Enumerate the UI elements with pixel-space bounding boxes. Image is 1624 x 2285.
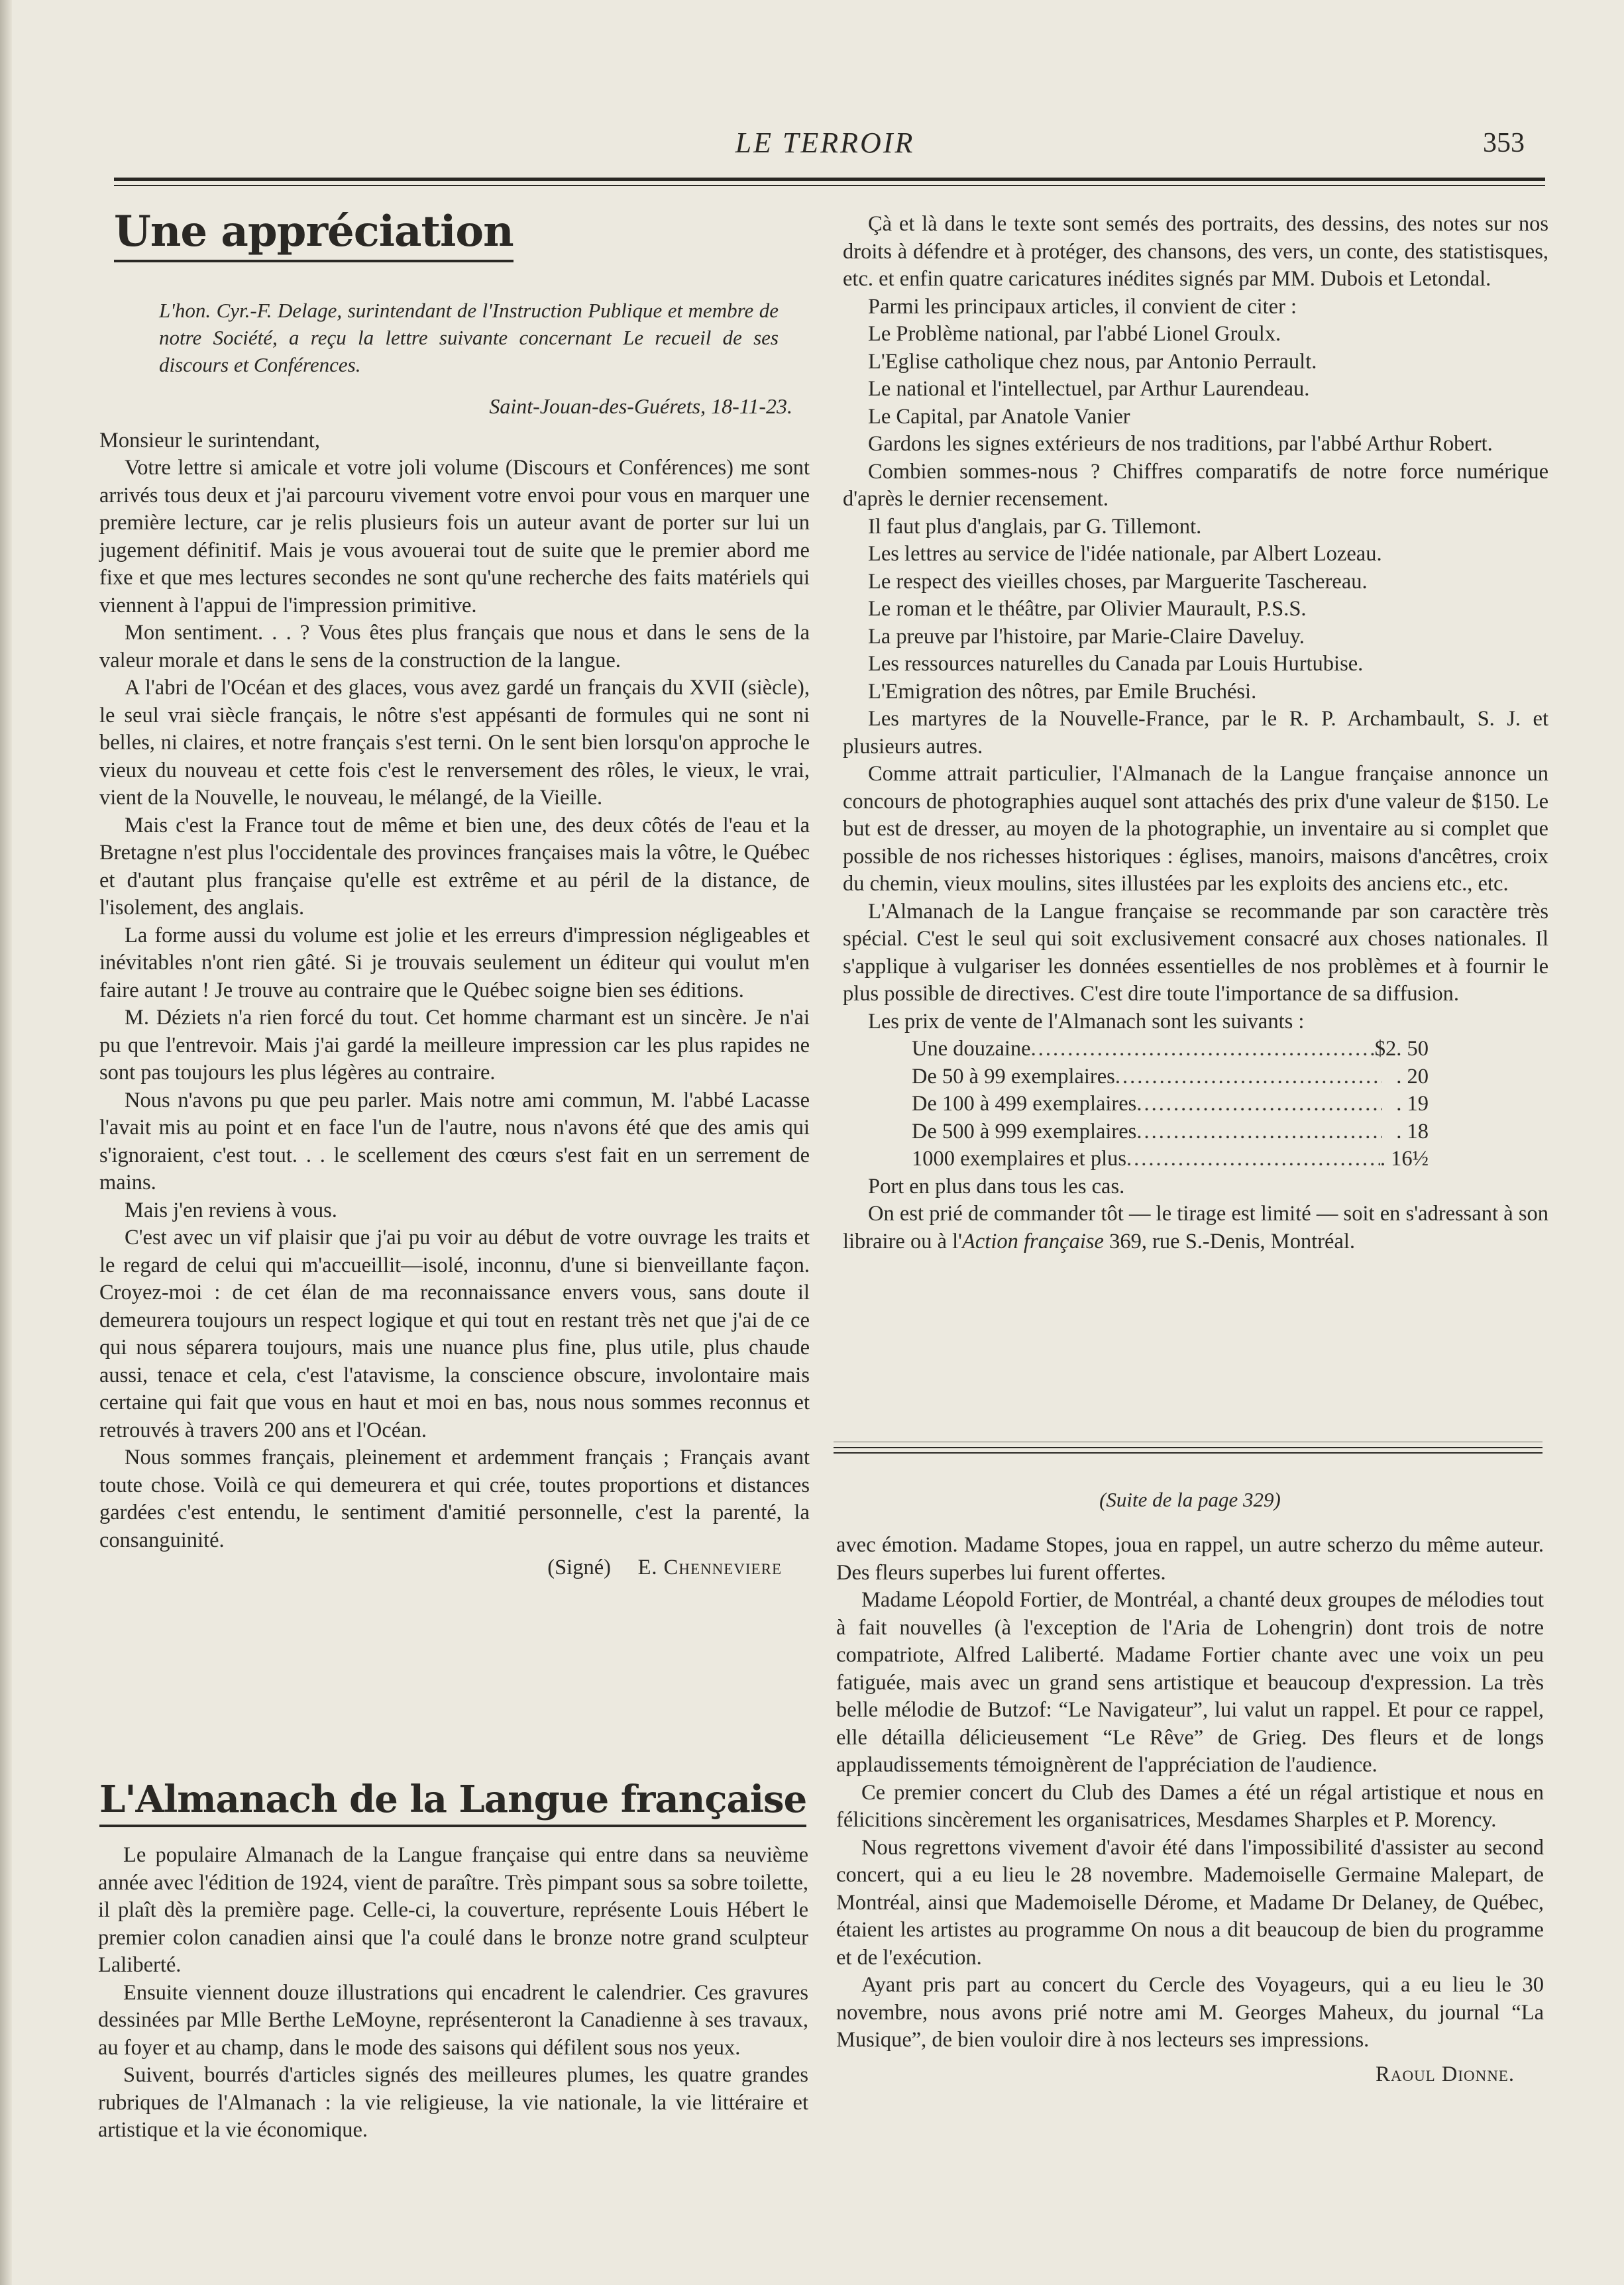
almanach-left-text <box>98 1842 808 2145</box>
price-row <box>912 1036 1429 1063</box>
concert-paragraph: Ayant pris part au concert du Cercle des Voyageurs, qui a eu lieu le 30 novembre, nous avons prié notre ami M. Georges Maheux, du journal “La Musique”, de bien vouloir dire à nos lecteurs ses impressions. <box>836 1973 1544 2052</box>
letter-paragraph: Mais j'en reviens à vous. <box>125 1198 337 1222</box>
article-list-item: L'Eglise catholique chez nous, par Antonio Perrault. <box>868 349 1317 374</box>
article-intro: L'hon. Cyr.-F. Delage, surintendant de l'Instruction Publique et membre de notre Société, a reçu la lettre suivante concernant Le recueil de ses discours et Conférences. <box>159 299 779 376</box>
price-quantity: De 50 à 99 exemplaires <box>912 1064 1115 1089</box>
article-list-item: Le national et l'intellectuel, par Arthur Laurendeau. <box>868 377 1310 401</box>
letter-paragraph: Nous sommes français, pleinement et ardemment français ; Français avant toute chose. Voilà ce qui demeurera et qui crée, toutes proportions et distances gardées c'est entendu, le sentiment d'amitié personnelle, c'est la parenté, la consanguinité. <box>99 1446 810 1552</box>
price-leader-dots <box>1031 1036 1375 1063</box>
letter-paragraph: A l'abri de l'Océan et des glaces, vous avez gardé un français du XVII (siècle), le seul vrai siècle français, le nôtre s'est appésanti de formules qui ne sont ni belles, ni claires, et notre français s'est terni. On le sent bien lorsqu'on approche le vieux du nouveau et cette fois c'est le renversement des rôles, le vieux, le vrai, vient de la Nouvelle, le nouveau, le mélangé, de la Vieille. <box>99 676 810 810</box>
article-list-item: Le respect des vieilles choses, par Marguerite Taschereau. <box>868 569 1368 594</box>
letter-paragraph: La forme aussi du volume est jolie et les erreurs d'impression négligeables et inévitables n'ont rien gâté. Si je trouvais seulement un éditeur qui voulut m'en faire autant ! Je trouve au contraire que le Québec soigne bien ses éditions. <box>99 923 810 1002</box>
order-paragraph <box>843 1200 1548 1255</box>
price-row <box>912 1063 1429 1091</box>
recommend-paragraph: L'Almanach de la Langue française se recommande par son caractère très spécial. C'est le seul qui soit exclusivement consacré aux choses nationales. Il s'applique à vulgariser les données essentielles de nos problèmes et à fournir le plus possible de directives. C'est dire toute l'importance de sa diffusion. <box>843 899 1548 1006</box>
article-list-item: Il faut plus d'anglais, par G. Tillemont. <box>868 514 1202 539</box>
letter-signature <box>99 1554 782 1582</box>
price-row <box>912 1118 1429 1146</box>
concert-paragraph: Nous regrettons vivement d'avoir été dans l'impossibilité d'assister au second concert, qui a eu lieu le 28 novembre. Mademoiselle Germaine Malepart, de Montréal, ainsi que Mademoiselle Dérome, et Madame Dr Delaney, de Québec, étaient les artistes au programme On nous a dit beaucoup de bien du programme et de l'exécution. <box>836 1835 1544 1970</box>
signed-label: (Signé) <box>547 1556 611 1579</box>
concert-paragraph: avec émotion. Madame Stopes, joua en rappel, un autre scherzo du même auteur. Des fleurs superbes lui furent offertes. <box>836 1533 1544 1585</box>
articles-list <box>843 321 1548 761</box>
almanach-paragraph: Ensuite viennent douze illustrations qui encadrent le calendrier. Ces gravures dessinées par Mlle Berthe LeMoyne, représenteront la Canadienne à ses travaux, au foyer et au champ, dans le mode des saisons qui défilent sous nos yeux. <box>98 1980 808 2060</box>
letter-dateline: Saint-Jouan-des-Guérets, 18-11-23. <box>489 394 792 418</box>
header-rule <box>114 178 1545 186</box>
letter-paragraph: Votre lettre si amicale et votre joli volume (Discours et Conférences) me sont arrivés tous deux et j'ai parcouru vivement votre envoi pour vous en marquer une première lecture, car je relis plusieurs fois un auteur avant de porter sur lui un jugement définitif. Mais je vous avouerai tout de suite que le premier abord me fixe et que mes lectures secondes ne sont qu'une recherche des faits matériels qui viennent à l'appui de l'impression primitive. <box>99 456 810 617</box>
price-leader-dots <box>1136 1090 1382 1118</box>
price-quantity: Une douzaine <box>912 1037 1031 1061</box>
concert-paragraph: Madame Léopold Fortier, de Montréal, a chanté deux groupes de mélodies tout à fait nouvelles (à l'exception de l'Aria de Lohengrin) dont trois de notre compatriote, Alfred Laliberté. Madame Fortier chante avec une voix un peu fatiguée, mais avec un grand sens artistique et beaucoup d'expression. La très belle mélodie de Butzof: “Le Navigateur”, lui valut un rappel. Et pour ce rappel, elle détailla délicieusement “Le Rêve” de Grieg. Des fleurs et de longs applaudissements témoignèrent de l'appréciation de l'audience. <box>836 1588 1544 1777</box>
letter-body <box>99 454 810 1554</box>
article-list-item: Les ressources naturelles du Canada par Louis Hurtubise. <box>868 652 1364 676</box>
almanach-paragraph: Suivent, bourrés d'articles signés des meilleures plumes, les quatre grandes rubriques de l'Almanach : la vie religieuse, la vie nationale, la vie littéraire et artistique et la vie économique. <box>98 2063 808 2142</box>
order-text-italic: Action française <box>962 1229 1104 1253</box>
price-leader-dots <box>1136 1118 1382 1146</box>
order-text-pre: On est prié de commander tôt — le tirage est limité — soit en s'adressant à son libraire ou à l' <box>843 1202 1548 1253</box>
order-text-post: 369, rue S.-Denis, Montréal. <box>1103 1229 1356 1253</box>
letter-paragraph: C'est avec un vif plaisir que j'ai pu voir au début de votre ouvrage les traits et le regard de celui qui m'accueillit—isolé, inconnu, d'une si bienveillante façon. Croyez-moi : de cet élan de ma reconnaissance envers vous, sans doute il demeurera toujours un respect logique et qui tout en restant très net que j'ai de ce qui nous séparera toujours, mais une nuance plus fine, plus utile, plus chaude aussi, tenace et cela, c'est l'atavisme, la conscience obscure, involontaire mais certaine qui fait que vous en haut et moi en bas, nous nous sommes reconnus et retrouvés à travers 200 ans et l'Océan. <box>99 1226 810 1442</box>
almanach-title-wrap <box>99 1776 806 1827</box>
article-list-item: Le Problème national, par l'abbé Lionel Groulx. <box>868 322 1281 346</box>
section-double-rule <box>834 1447 1543 1454</box>
price-leader-dots <box>1126 1145 1380 1173</box>
letter-paragraph: Mon sentiment. . . ? Vous êtes plus français que nous et dans le sens de la valeur morale et dans le sens de la construction de la langue. <box>99 621 810 672</box>
page-edge-shadow <box>0 0 12 2285</box>
almanach-intro-right: Çà et là dans le texte sont semés des portraits, des dessins, des notes sur nos droits à défendre et à protéger, des chansons, des vers, un conte, des statistisques, etc. et enfin quatre caricatures inédites signés par MM. Dubois et Letondal. <box>843 212 1548 291</box>
letter-paragraph: M. Déziets n'a rien forcé du tout. Cet homme charmant est un sincère. Je n'ai pu que l'entrevoir. Mais j'ai gardé la meilleure impression car les plus rapides ne sont pas toujours les plus légères au contraire. <box>99 1006 810 1085</box>
article-title-appreciation: Une appréciation <box>114 205 514 262</box>
price-value: . 19 <box>1396 1092 1429 1116</box>
article-list-item: L'Emigration des nôtres, par Emile Bruchési. <box>868 679 1257 704</box>
letter-paragraph: Nous n'avons pu que peu parler. Mais notre ami commun, M. l'abbé Lacasse l'avait mis au point et en face l'un de l'autre, nous n'avons été que des amis qui s'ignoraient, c'est tout. . . le scellement des cœurs s'est fait en un serrement de mains. <box>99 1088 810 1195</box>
article-list-item: Les lettres au service de l'idée nationale, par Albert Lozeau. <box>868 542 1382 566</box>
article-list-item: La preuve par l'histoire, par Marie-Claire Daveluy. <box>868 624 1305 649</box>
almanach-right-text <box>843 211 1548 1255</box>
article-title-almanach: L'Almanach de la Langue française <box>99 1776 806 1827</box>
price-row <box>912 1145 1429 1173</box>
review-author: Raoul Dionne. <box>1376 2062 1515 2086</box>
price-table <box>912 1036 1429 1173</box>
concert-body <box>836 1532 1544 2054</box>
signer-name: E. Chenneviere <box>637 1556 782 1579</box>
article-list-item: Gardons les signes extérieurs de nos traditions, par l'abbé Arthur Robert. <box>868 432 1493 456</box>
almanach-paragraph: Le populaire Almanach de la Langue française qui entre dans sa neuvième année avec l'édition de 1924, vient de paraître. Très pimpant sous sa sobre toilette, il plaît dès la première page. Celle-ci, la couverture, représente Louis Hébert le premier colon canadien ainsi que l'a coulé dans le bronze notre grand sculpteur Laliberté. <box>98 1843 808 1977</box>
continuation-note: (Suite de la page 329) <box>1099 1488 1281 1511</box>
contest-paragraph: Comme attrait particulier, l'Almanach de la Langue française annonce un concours de photographies auquel sont attachés des prix d'une valeur de $150. Le but est de dresser, au moyen de la photographie, un inventaire au si complet que possible de nos richesses historiques : églises, manoirs, maisons d'ancêtres, croix du chemin, vieux moulins, sites illustées par les exploits des anciens etc., etc. <box>843 762 1548 896</box>
price-row <box>912 1090 1429 1118</box>
letter-paragraph: Mais c'est la France tout de même et bien une, des deux côtés de l'eau et la Bretagne n'est plus l'occidentale des provinces françaises mais la vôtre, le Québec et d'autant plus française qu'elle est extrême et au péril de la distance, de l'isolement, des anglais. <box>99 813 810 920</box>
concert-review <box>836 1532 1544 2088</box>
article-list-item: Le roman et le théâtre, par Olivier Maurault, P.S.S. <box>868 597 1307 621</box>
price-value: . 20 <box>1396 1064 1429 1089</box>
running-title: LE TERROIR <box>735 127 915 159</box>
price-quantity: De 100 à 499 exemplaires <box>912 1092 1137 1116</box>
letter-salutation: Monsieur le surintendant, <box>99 428 321 452</box>
price-value: . 18 <box>1396 1119 1429 1143</box>
articles-intro: Parmi les principaux articles, il convient de citer : <box>868 294 1297 319</box>
price-leader-dots <box>1115 1063 1382 1091</box>
concert-paragraph: Ce premier concert du Club des Dames a été un régal artistique et nous en félicitions sincèrement les organisatrices, Mesdames Sharples et P. Morency. <box>836 1780 1544 1832</box>
article-appreciation <box>99 205 810 1582</box>
price-value: $2. 50 <box>1374 1037 1429 1061</box>
article-list-item: Le Capital, par Anatole Vanier <box>868 404 1130 429</box>
price-value: . 16½ <box>1380 1147 1429 1171</box>
price-quantity: De 500 à 999 exemplaires <box>912 1119 1137 1143</box>
page-number: 353 <box>1483 128 1525 158</box>
price-quantity: 1000 exemplaires et plus <box>912 1147 1127 1171</box>
article-list-item: Les martyres de la Nouvelle-France, par le R. P. Archambault, S. J. et plusieurs autres. <box>843 707 1548 759</box>
article-list-item: Combien sommes-nous ? Chiffres comparatifs de notre force numérique d'après le dernier recensement. <box>843 459 1548 511</box>
prices-intro: Les prix de vente de l'Almanach sont les suivants : <box>868 1009 1305 1034</box>
shipping-note: Port en plus dans tous les cas. <box>868 1174 1125 1198</box>
